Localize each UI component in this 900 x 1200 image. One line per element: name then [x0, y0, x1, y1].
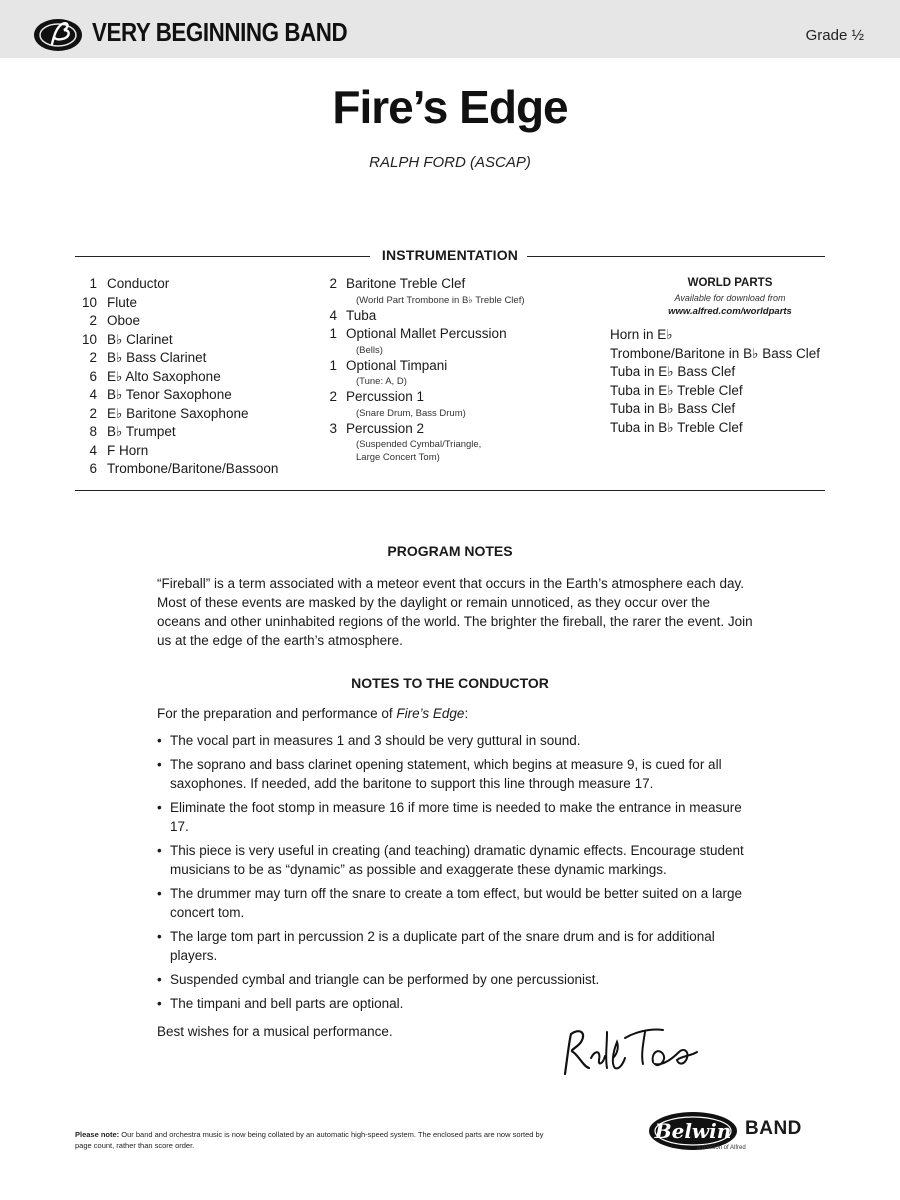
publisher-band: BAND: [745, 1118, 802, 1139]
piece-title: Fire’s Edge: [332, 81, 568, 133]
instrument-row: [75, 405, 305, 424]
intro-suffix: :: [464, 706, 469, 721]
instrument-note: Large Concert Tom): [356, 452, 440, 463]
composer: RALPH FORD (ASCAP): [369, 154, 531, 171]
note-bullet: • The drummer may turn off the snare to create a tom effect, but would be better suited on a large concert tom.: [157, 884, 757, 922]
note-bullet: • The large tom part in percussion 2 is a duplicate part of the snare drum and is for additional players.: [157, 927, 757, 965]
instrument-qty: 1: [329, 357, 337, 373]
instrumentation-column-1: [75, 275, 305, 479]
instrument-row: [75, 442, 305, 461]
note-bullet: • Suspended cymbal and triangle can be performed by one percussionist.: [157, 970, 757, 989]
instrument-qty: 8: [89, 424, 97, 439]
instrument-qty: 2: [89, 350, 97, 365]
footer-note-text: Our band and orchestra music is now being collated by an automatic high-speed system. The enclosed parts are now sorted by page count, rather than score order.: [75, 1130, 544, 1150]
instrument-qty: 2: [329, 276, 337, 291]
instrument-note: (Bells): [356, 344, 383, 356]
conductor-notes-heading: NOTES TO THE CONDUCTOR: [351, 675, 549, 691]
instrument-qty: 2: [89, 313, 97, 328]
note-bullet: • The vocal part in measures 1 and 3 should be very guttural in sound.: [157, 731, 757, 750]
b-circle-logo-icon: [32, 14, 84, 54]
instrument-row: [75, 460, 305, 479]
instrument-row: [75, 312, 305, 331]
divider: [75, 490, 825, 491]
instrument-qty: 2: [89, 405, 97, 421]
instrument-row: [75, 294, 305, 313]
world-parts-subtitle: Available for download from: [674, 293, 786, 303]
instrument-row: [315, 307, 575, 326]
instrument-name: F Horn: [107, 442, 149, 458]
footer-note-label: Please note:: [75, 1130, 120, 1139]
instrument-qty: 4: [89, 387, 97, 402]
note-bullet: • Eliminate the foot stomp in measure 16 if more time is needed to make the entrance in measure 17.: [157, 798, 757, 836]
instrument-qty: 10: [81, 331, 97, 347]
instrument-note: (Suspended Cymbal/Triangle,: [356, 439, 482, 450]
note-bullet: • This piece is very useful in creating (and teaching) dramatic dynamic effects. Encourage student musicians to be as “dynamic” as possible and exaggerate these dynamic markings.: [157, 841, 757, 879]
grade-label: Grade ½: [805, 27, 864, 44]
instrument-row: [75, 275, 305, 294]
instrument-qty: 4: [329, 307, 337, 323]
instrumentation-header: [75, 246, 825, 266]
instrument-name: Optional Timpani: [346, 357, 448, 373]
instrument-row: [75, 349, 305, 368]
instrument-name: Percussion 1: [346, 389, 425, 404]
instrument-note: (World Part Trombone in B♭ Treble Clef): [356, 294, 525, 306]
world-parts-url[interactable]: www.alfred.com/worldparts: [668, 306, 792, 317]
footer-note: [75, 1129, 545, 1151]
instrument-row: [315, 325, 575, 344]
world-part-item: Tuba in B♭ Bass Clef: [610, 401, 736, 416]
instrument-qty: 1: [329, 326, 337, 341]
instrumentation-heading: INSTRUMENTATION: [381, 247, 519, 263]
instrument-name: Flute: [107, 294, 138, 310]
instrument-row: [315, 420, 575, 439]
instrument-name: Trombone/Baritone/Bassoon: [107, 461, 279, 476]
instrument-name: Baritone Treble Clef: [346, 276, 466, 291]
world-part-item: Tuba in E♭ Bass Clef: [610, 364, 736, 379]
instrument-name: Tuba: [346, 307, 377, 323]
intro-title: Fire’s Edge: [396, 706, 465, 721]
instrument-name: B♭ Trumpet: [107, 424, 176, 439]
intro-prefix: For the preparation and performance of: [157, 706, 397, 721]
divider: [527, 256, 825, 257]
world-part-item: Tuba in B♭ Treble Clef: [610, 419, 743, 435]
instrument-qty: 6: [89, 368, 97, 384]
instrument-row: [315, 388, 575, 407]
world-part-item: Trombone/Baritone in B♭ Bass Clef: [610, 345, 820, 361]
instrument-qty: 6: [89, 461, 97, 476]
instrument-qty: 3: [329, 420, 337, 436]
instrument-row: [315, 275, 575, 294]
world-parts-heading: WORLD PARTS: [687, 277, 773, 289]
publisher-division: a division of Alfred: [697, 1145, 746, 1151]
instrument-row: [75, 386, 305, 405]
instrument-qty: 10: [81, 294, 97, 310]
instrument-name: B♭ Clarinet: [107, 331, 173, 347]
instrument-row: [75, 423, 305, 442]
program-notes-heading: PROGRAM NOTES: [387, 543, 513, 559]
instrument-row: [75, 331, 305, 350]
note-bullet: • The timpani and bell parts are optional.: [157, 994, 757, 1013]
conductor-notes-intro: [157, 706, 468, 721]
instrument-note: (Tune: A, D): [356, 376, 407, 387]
instrument-note: (Snare Drum, Bass Drum): [356, 407, 466, 419]
conductor-notes-list: [157, 731, 757, 1018]
instrument-name: E♭ Baritone Saxophone: [107, 405, 249, 421]
signature-icon: [555, 1012, 705, 1082]
program-notes-text: “Fireball” is a term associated with a meteor event that occurs in the Earth’s atmosphere each day. Most of these events are masked by the daylight or remain unnoticed, as they occur over the oceans and other uninhabited regions of the world. The brighter the fireball, the rarer the event. Join us at the edge of the earth’s atmosphere.: [157, 576, 753, 648]
instrument-row: [75, 368, 305, 387]
world-parts-list: [610, 326, 820, 437]
instrument-qty: 4: [89, 442, 97, 458]
world-part-item: Horn in E♭: [610, 327, 673, 342]
series-title: VERY BEGINNING BAND: [92, 17, 348, 47]
instrument-name: Percussion 2: [346, 420, 425, 436]
instrument-row: [315, 357, 575, 376]
instrument-name: Optional Mallet Percussion: [346, 326, 507, 341]
instrument-qty: 2: [329, 389, 337, 404]
instrument-name: Conductor: [107, 276, 170, 291]
closing-line: Best wishes for a musical performance.: [157, 1024, 393, 1039]
world-part-item: Tuba in E♭ Treble Clef: [610, 382, 743, 398]
instrument-name: B♭ Tenor Saxophone: [107, 387, 232, 402]
publisher-script: Belwin: [654, 1119, 732, 1143]
instrument-name: B♭ Bass Clarinet: [107, 350, 207, 365]
instrument-qty: 1: [89, 276, 97, 291]
instrumentation-column-2: [315, 275, 575, 464]
instrument-name: E♭ Alto Saxophone: [107, 368, 221, 384]
instrument-name: Oboe: [107, 313, 141, 328]
note-bullet: • The soprano and bass clarinet opening statement, which begins at measure 9, is cued for all saxophones. If needed, add the baritone to support this line through measure 17.: [157, 755, 757, 793]
